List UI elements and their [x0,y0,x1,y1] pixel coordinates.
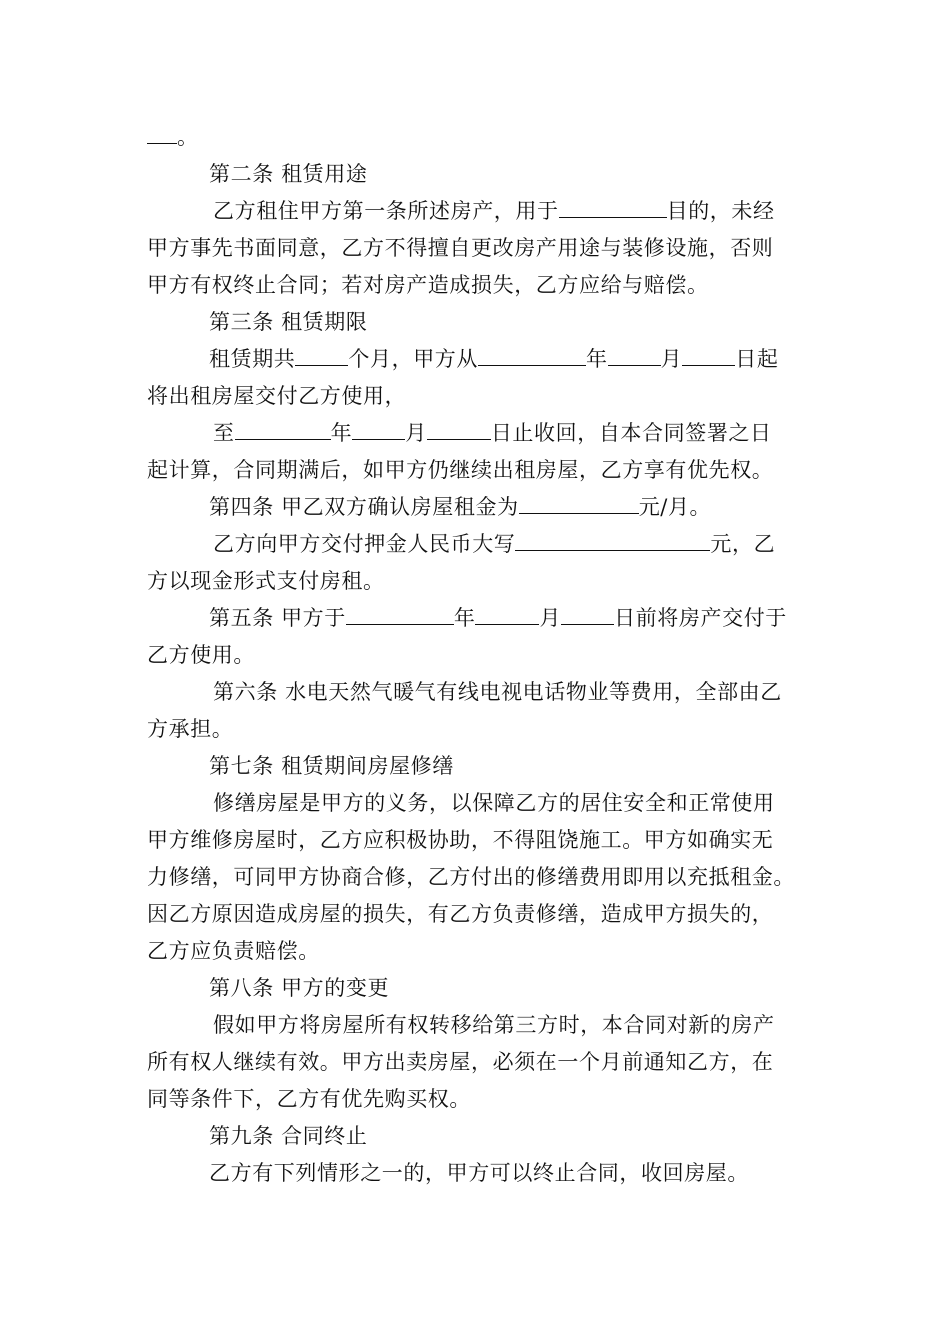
fill-blank [346,604,454,625]
text-line [213,419,772,447]
text-segment: 租赁期共 [209,347,296,371]
fill-blank [235,419,331,440]
article-4-heading [209,493,711,521]
article-8-heading: 第八条 甲方的变更 [209,976,390,1000]
text-segment: 日前将房产交付于 [614,606,787,630]
fill-blank [519,493,639,514]
article-7-heading: 第七条 租赁期间房屋修缮 [209,754,454,778]
fill-blank [427,419,491,440]
text-line: 甲方维修房屋时，乙方应积极协助，不得阻饶施工。甲方如确实无 [147,828,774,852]
text-line: 同等条件下，乙方有优先购买权。 [147,1087,471,1111]
fill-blank [515,530,710,551]
text-segment: 月 [660,347,683,371]
text-line: 乙方使用。 [147,643,255,667]
fill-blank [608,345,661,366]
article-5-heading [209,604,787,632]
text-segment: 目的，未经 [666,199,775,223]
fill-blank [147,123,177,144]
text-line [209,345,778,373]
article-6-heading: 第六条 水电天然气暖气有线电视电话物业等费用，全部由乙 [213,680,782,704]
text-line: 起计算，合同期满后，如甲方仍继续出租房屋，乙方享有优先权。 [147,458,774,482]
text-segment: 年 [330,421,353,445]
text-segment: 第四条 甲乙双方确认房屋租金为 [209,495,519,519]
text-line: 假如甲方将房屋所有权转移给第三方时，本合同对新的房产 [213,1013,775,1037]
article-9-heading: 第九条 合同终止 [209,1124,368,1148]
fill-blank [559,197,667,218]
text-line [213,530,775,558]
text-segment: 元/月。 [638,495,712,519]
text-line: 所有权人继续有效。甲方出卖房屋，必须在一个月前通知乙方，在 [147,1050,774,1074]
article-3-heading: 第三条 租赁期限 [209,310,368,334]
text-segment: 日止收回，自本合同签署之日 [490,421,772,445]
text-segment: 个月，甲方从 [348,347,479,371]
text-line: 方承担。 [147,717,234,741]
text-segment: 年 [586,347,608,371]
text-segment: 年 [453,606,476,630]
fill-blank [478,345,586,366]
text-line: 力修缮，可同甲方协商合修，乙方付出的修缮费用即用以充抵租金。 [147,865,795,889]
text-segment: 月 [405,421,427,445]
text-line: 乙方应负责赔偿。 [147,939,320,963]
text-line: 甲方有权终止合同；若对房产造成损失，乙方应给与赔偿。 [147,273,709,297]
text-line: 将出租房屋交付乙方使用， [147,384,407,408]
fill-blank [352,419,405,440]
text-segment: 。 [177,125,199,149]
text-line [147,123,199,151]
text-segment: 第五条 甲方于 [209,606,346,630]
text-segment: 月 [539,606,562,630]
text-line: 甲方事先书面同意，乙方不得擅自更改房产用途与装修设施，否则 [147,236,774,260]
fill-blank [682,345,735,366]
text-segment: 乙方向甲方交付押金人民币大写 [213,532,516,556]
text-segment: 乙方租住甲方第一条所述房产，用于 [213,199,559,223]
fill-blank [561,604,614,625]
text-line: 修缮房屋是甲方的义务，以保障乙方的居住安全和正常使用 [213,791,775,815]
text-segment: 至 [213,421,235,445]
text-line [213,197,775,225]
text-line: 因乙方原因造成房屋的损失，有乙方负责修缮，造成甲方损失的， [147,902,774,926]
text-segment: 元，乙 [710,532,776,556]
fill-blank [295,345,348,366]
fill-blank [475,604,539,625]
text-segment: 日起 [735,347,779,371]
article-2-heading: 第二条 租赁用途 [209,162,368,186]
text-line: 方以现金形式支付房租。 [147,569,385,593]
text-line: 乙方有下列情形之一的，甲方可以终止合同，收回房屋。 [209,1161,749,1185]
